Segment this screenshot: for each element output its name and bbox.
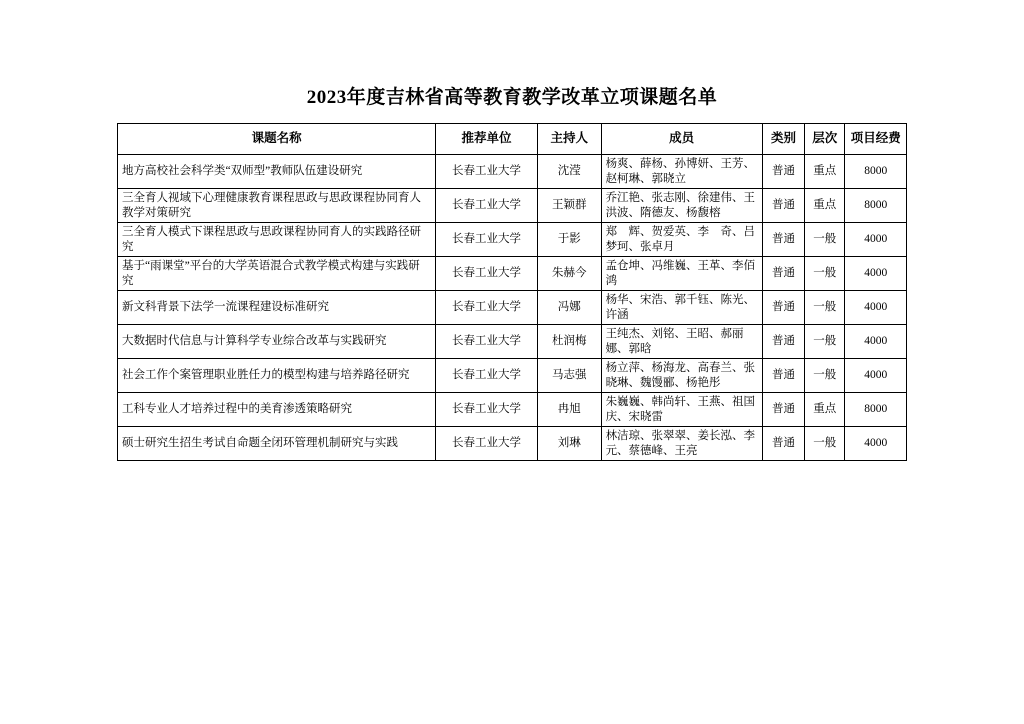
cell-fund: 4000 (845, 257, 907, 291)
cell-members: 杨爽、薛杨、孙博妍、王芳、赵柯琳、郭晓立 (601, 155, 762, 189)
cell-fund: 8000 (845, 189, 907, 223)
cell-project-name: 新文科背景下法学一流课程建设标准研究 (118, 291, 436, 325)
cell-project-name: 大数据时代信息与计算科学专业综合改革与实践研究 (118, 325, 436, 359)
table-row (118, 427, 907, 461)
cell-leader: 马志强 (537, 359, 601, 393)
column-header-leader: 主持人 (537, 124, 601, 155)
cell-leader: 冉旭 (537, 393, 601, 427)
cell-members: 孟仓坤、冯维巍、王革、李佰鸿 (601, 257, 762, 291)
table-header-row (118, 124, 907, 155)
cell-leader: 王颖群 (537, 189, 601, 223)
column-header-level: 层次 (805, 124, 845, 155)
column-header-fund: 项目经费 (845, 124, 907, 155)
cell-unit: 长春工业大学 (436, 359, 538, 393)
cell-project-name: 工科专业人才培养过程中的美育渗透策略研究 (118, 393, 436, 427)
cell-project-name: 基于“雨课堂”平台的大学英语混合式教学模式构建与实践研究 (118, 257, 436, 291)
column-header-type: 类别 (762, 124, 804, 155)
cell-members: 郑 辉、贺爱英、李 奇、吕梦珂、张卓月 (601, 223, 762, 257)
cell-project-name: 三全育人模式下课程思政与思政课程协同育人的实践路径研究 (118, 223, 436, 257)
cell-fund: 4000 (845, 291, 907, 325)
cell-fund: 4000 (845, 325, 907, 359)
table-row (118, 291, 907, 325)
table-row (118, 393, 907, 427)
project-list-table (117, 123, 907, 461)
cell-unit: 长春工业大学 (436, 393, 538, 427)
cell-level: 一般 (805, 359, 845, 393)
cell-leader: 杜润梅 (537, 325, 601, 359)
cell-fund: 8000 (845, 393, 907, 427)
cell-type: 普通 (762, 257, 804, 291)
table-row (118, 325, 907, 359)
cell-leader: 冯娜 (537, 291, 601, 325)
cell-type: 普通 (762, 359, 804, 393)
cell-leader: 刘琳 (537, 427, 601, 461)
cell-unit: 长春工业大学 (436, 325, 538, 359)
cell-members: 杨立萍、杨海龙、高春兰、张晓琳、魏馒郦、杨艳彤 (601, 359, 762, 393)
cell-members: 乔江艳、张志刚、徐建伟、王洪波、隋德友、杨馥榕 (601, 189, 762, 223)
cell-unit: 长春工业大学 (436, 155, 538, 189)
cell-type: 普通 (762, 155, 804, 189)
column-header-name: 课题名称 (118, 124, 436, 155)
cell-unit: 长春工业大学 (436, 189, 538, 223)
cell-unit: 长春工业大学 (436, 223, 538, 257)
cell-type: 普通 (762, 291, 804, 325)
page-title: 2023年度吉林省高等教育教学改革立项课题名单 (306, 87, 718, 108)
column-header-members: 成员 (601, 124, 762, 155)
cell-leader: 于影 (537, 223, 601, 257)
cell-level: 一般 (805, 427, 845, 461)
table-body (118, 155, 907, 461)
cell-unit: 长春工业大学 (436, 291, 538, 325)
cell-unit: 长春工业大学 (436, 257, 538, 291)
table-header (118, 124, 907, 155)
cell-fund: 4000 (845, 427, 907, 461)
cell-level: 重点 (805, 189, 845, 223)
table-row (118, 257, 907, 291)
cell-unit: 长春工业大学 (436, 427, 538, 461)
cell-leader: 沈滢 (537, 155, 601, 189)
cell-fund: 4000 (845, 359, 907, 393)
column-header-unit: 推荐单位 (436, 124, 538, 155)
cell-fund: 4000 (845, 223, 907, 257)
table-row (118, 189, 907, 223)
cell-level: 一般 (805, 257, 845, 291)
table-row (118, 155, 907, 189)
cell-project-name: 硕士研究生招生考试自命题全闭环管理机制研究与实践 (118, 427, 436, 461)
table-row (118, 223, 907, 257)
cell-type: 普通 (762, 427, 804, 461)
cell-fund: 8000 (845, 155, 907, 189)
cell-type: 普通 (762, 223, 804, 257)
cell-level: 重点 (805, 393, 845, 427)
cell-type: 普通 (762, 393, 804, 427)
cell-level: 一般 (805, 291, 845, 325)
cell-project-name: 三全育人视域下心理健康教育课程思政与思政课程协同育人教学对策研究 (118, 189, 436, 223)
cell-members: 林洁琼、张翠翠、姜长泓、李元、蔡德峰、王亮 (601, 427, 762, 461)
cell-leader: 朱赫今 (537, 257, 601, 291)
cell-type: 普通 (762, 189, 804, 223)
cell-members: 杨华、宋浩、郭千钰、陈光、许涵 (601, 291, 762, 325)
cell-members: 王纯杰、刘铭、王昭、郝丽娜、郭晗 (601, 325, 762, 359)
project-list-table-wrapper (117, 123, 907, 461)
cell-level: 一般 (805, 223, 845, 257)
cell-level: 重点 (805, 155, 845, 189)
cell-project-name: 地方高校社会科学类“双师型”教师队伍建设研究 (118, 155, 436, 189)
cell-project-name: 社会工作个案管理职业胜任力的模型构建与培养路径研究 (118, 359, 436, 393)
cell-members: 朱巍巍、韩尚轩、王燕、祖国庆、宋晓雷 (601, 393, 762, 427)
cell-type: 普通 (762, 325, 804, 359)
cell-level: 一般 (805, 325, 845, 359)
table-row (118, 359, 907, 393)
